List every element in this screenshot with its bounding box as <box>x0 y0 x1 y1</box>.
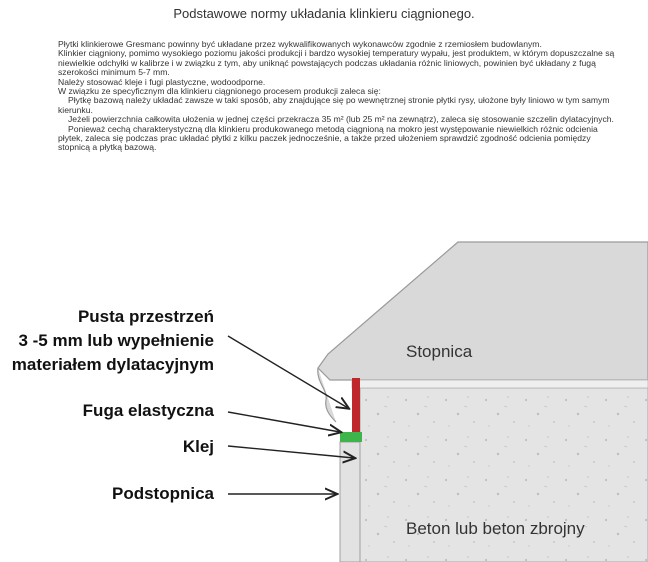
stair-cross-section-diagram <box>0 232 648 562</box>
stopnica-tile <box>318 242 648 380</box>
paragraph: W związku ze specyficznym dla klinkieru ciągnionego procesem produkcji zaleca się: <box>58 86 381 97</box>
page-title: Podstawowe normy układania klinkieru ciągnionego. <box>173 6 475 21</box>
paragraph: Należy stosować kleje i fugi plastyczne, wodoodporne. <box>58 76 266 87</box>
label-gap-line1: Pusta przestrzeń <box>77 307 214 326</box>
paragraph: Ponieważ cechą charakterystyczną dla klinkieru produkowanego metodą ciągnioną na mokro jest występowanie niewielkich różnic odcienia płytek, zaleca się podczas prac układać płytki z kilku paczek jednocześnie, a także przed ułożeniem sprawdzić zgodność odcienia pomiędzy stopnicą a płytką bazową. <box>58 123 598 153</box>
label-stopnica: Stopnica <box>406 342 473 361</box>
leader-line-fuga <box>228 412 340 432</box>
leader-line-klej <box>228 446 354 458</box>
label-klej: Klej <box>182 437 214 456</box>
expansion-gap-strip <box>352 378 360 434</box>
elastic-joint-strip <box>340 432 362 442</box>
paragraph: Płytkę bazową należy układać zawsze w taki sposób, aby znajdujące się po wewnętrznej stronie płytki rysy, ułożone były liniowo w tym samym kierunku. <box>58 95 610 115</box>
paragraph: Płytki klinkierowe Gresmanc powinny być układane przez wykwalifikowanych wykonawców zgodnie z rzemiosłem budowlanym. <box>58 39 542 49</box>
paragraph: Klinkier ciągniony, pomimo wysokiego poziomu jakości produkcji i bardzo wysokiej temperatury wypału, jest produktem, w którym dopuszczalne są niewielkie odchyłki w kalibrze i w związku z tym, aby uniknąć powstających podczas układania różnic liniowych, powinien być układany z fugą szerokości minimum 5-7 mm. <box>58 48 615 78</box>
paragraph: Jeżeli powierzchnia całkowita ułożenia w jednej części przekracza 35 m² (lub 25 m² na zewnątrz), zaleca się stosowanie szczelin dylatacyjnych. <box>68 114 614 125</box>
label-fuga: Fuga elastyczna <box>82 401 214 420</box>
label-gap-line2: 3 -5 mm lub wypełnienie <box>18 331 214 350</box>
body-text <box>58 40 618 153</box>
label-podstopnica: Podstopnica <box>111 484 214 503</box>
adhesive-layer-top <box>352 380 648 388</box>
label-beton: Beton lub beton zbrojny <box>406 519 585 538</box>
label-gap-line3: materiałem dylatacyjnym <box>11 355 214 374</box>
podstopnica-tile <box>340 442 360 562</box>
